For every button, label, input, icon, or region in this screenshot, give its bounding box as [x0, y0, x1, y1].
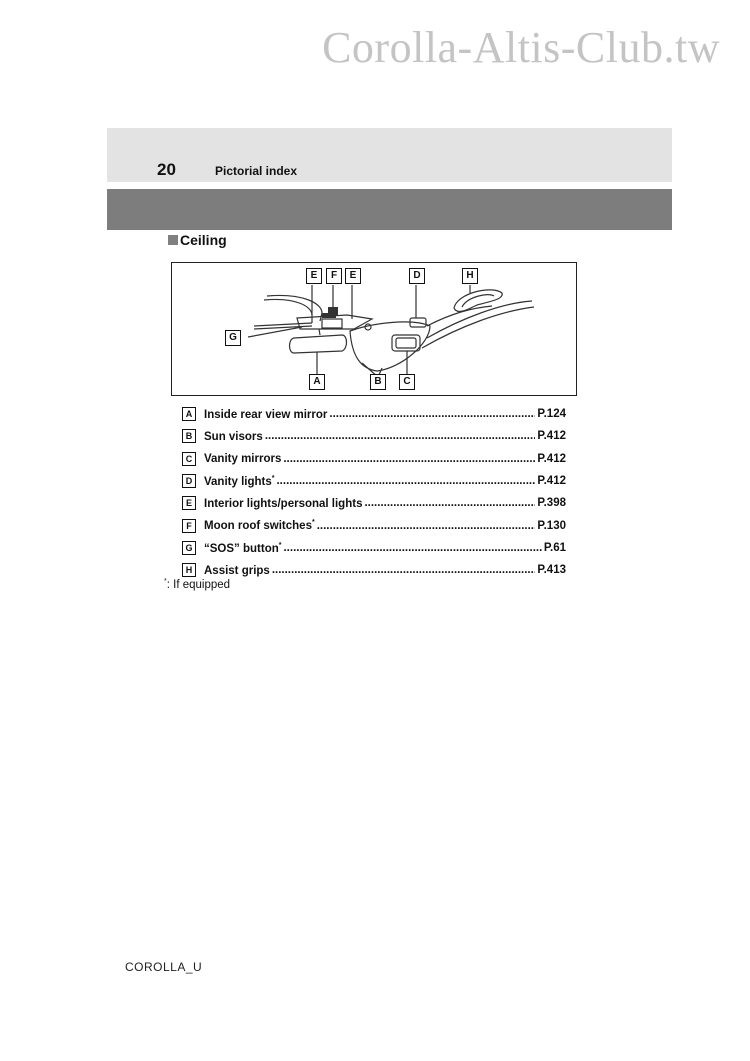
page-reference: P.412 — [537, 452, 566, 465]
section-title: Pictorial index — [215, 164, 298, 178]
page-reference: P.412 — [537, 430, 566, 443]
legend-item — [182, 448, 566, 470]
legend-label: Moon roof switches — [204, 520, 312, 533]
footnote-text: : If equipped — [166, 578, 231, 591]
legend-label: Assist grips — [204, 564, 270, 577]
legend-item — [182, 492, 566, 514]
dot-leader — [283, 542, 541, 554]
component-legend — [182, 403, 566, 581]
legend-label: Vanity lights — [204, 475, 272, 488]
page-reference: P.412 — [537, 475, 566, 488]
square-bullet-icon — [168, 235, 178, 245]
legend-item — [182, 514, 566, 536]
footnote-star: * — [164, 578, 167, 585]
dot-leader — [317, 520, 536, 532]
rear-view-mirror — [290, 335, 347, 353]
page-reference: P.61 — [543, 541, 566, 554]
legend-label: Interior lights/personal lights — [204, 497, 363, 510]
legend-item — [182, 425, 566, 447]
page-reference: P.124 — [537, 408, 566, 421]
legend-label: Vanity mirrors — [204, 453, 282, 466]
legend-letter: D — [182, 474, 196, 488]
legend-label: Sun visors — [204, 430, 263, 443]
legend-label: “SOS” button — [204, 542, 279, 555]
callout-d: D — [409, 268, 425, 284]
legend-label: Inside rear view mirror — [204, 408, 328, 421]
dot-leader — [265, 430, 536, 442]
watermark: Corolla-Altis-Club.tw — [322, 23, 720, 72]
callout-e-right: E — [345, 268, 361, 284]
legend-letter: C — [182, 452, 196, 466]
footnote-marker: * — [278, 541, 282, 549]
dot-leader — [283, 453, 535, 465]
page-reference: P.130 — [537, 519, 566, 532]
dot-leader — [364, 497, 535, 509]
page-number: 20 — [157, 160, 176, 179]
dot-leader — [329, 408, 535, 420]
legend-item — [182, 403, 566, 425]
callout-b: B — [370, 374, 386, 390]
callout-g: G — [225, 330, 241, 346]
footer-code: COROLLA_U — [125, 960, 203, 974]
legend-letter: B — [182, 429, 196, 443]
footnote-marker: * — [311, 519, 315, 527]
callout-a: A — [309, 374, 325, 390]
page-reference: P.413 — [537, 564, 566, 577]
page-header — [107, 128, 672, 182]
dot-leader — [272, 564, 536, 576]
legend-letter: G — [182, 541, 196, 555]
legend-letter: F — [182, 519, 196, 533]
ceiling-heading — [168, 232, 227, 248]
callout-e-left: E — [306, 268, 322, 284]
callout-h: H — [462, 268, 478, 284]
header-divider-band — [107, 189, 672, 230]
ceiling-diagram — [171, 262, 577, 396]
footnote-marker: * — [271, 474, 275, 482]
page-reference: P.398 — [537, 497, 566, 510]
legend-letter: H — [182, 563, 196, 577]
footnote — [164, 578, 230, 591]
callout-c: C — [399, 374, 415, 390]
legend-item — [182, 559, 566, 581]
legend-item — [182, 537, 566, 559]
dot-leader — [276, 475, 535, 487]
legend-letter: E — [182, 496, 196, 510]
ceiling-heading-text: Ceiling — [180, 232, 227, 248]
legend-letter: A — [182, 407, 196, 421]
callout-f: F — [326, 268, 342, 284]
legend-item — [182, 470, 566, 492]
